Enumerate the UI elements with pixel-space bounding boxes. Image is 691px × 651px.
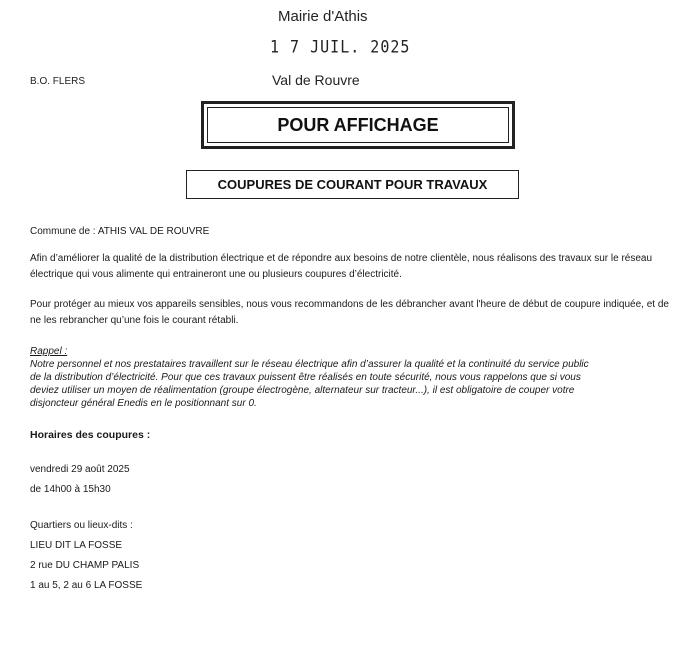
- posting-banner: [201, 101, 515, 149]
- location-item: 1 au 5, 2 au 6 LA FOSSE: [30, 580, 143, 591]
- advice-paragraph: Pour protéger au mieux vos appareils sensibles, nous vous recommandons de les débrancher avant l'heure de début de coupure indiquée, et de ne les rebrancher qu’une fois le courant rétabli.: [30, 299, 669, 326]
- commune-line: Commune de : ATHIS VAL DE ROUVRE: [30, 226, 210, 237]
- stamp-date: 1 7 JUIL. 2025: [270, 37, 411, 57]
- sender-label: B.O. FLERS: [30, 76, 86, 87]
- location-item: 2 rue DU CHAMP PALIS: [30, 560, 140, 571]
- reminder-line: deviez utiliser un moyen de réalimentation (groupe électrogène, alternateur sur tracteur...), il est obligatoire de couper votre: [30, 385, 575, 396]
- posting-banner-text: POUR AFFICHAGE: [207, 107, 509, 143]
- outage-time: de 14h00 à 15h30: [30, 484, 111, 495]
- outage-date: vendredi 29 août 2025: [30, 464, 130, 475]
- reminder-block: [30, 345, 670, 410]
- stamp-commune: Val de Rouvre: [272, 72, 360, 88]
- notice-subject: COUPURES DE COURANT POUR TRAVAUX: [186, 170, 519, 199]
- schedule-title: Horaires des coupures :: [30, 429, 151, 441]
- stamp-mairie: Mairie d'Athis: [278, 8, 368, 25]
- location-item: LIEU DIT LA FOSSE: [30, 540, 123, 551]
- reminder-line: de la distribution d’électricité. Pour que ces travaux puissent être réalisés en toute sécurité, nous vous rappelons que si vous: [30, 372, 581, 383]
- reminder-line: Notre personnel et nos prestataires travaillent sur le réseau électrique afin d’assurer la qualité et la continuité du service public: [30, 359, 589, 370]
- locations-title: Quartiers ou lieux-dits :: [30, 520, 133, 531]
- intro-paragraph: Afin d’améliorer la qualité de la distribution électrique et de répondre aux besoins de notre clientèle, nous réalisons des travaux sur le réseau électrique qui vous alimente qui entraineront une ou plusieurs coupures d’électricité.: [30, 253, 653, 280]
- reminder-title: Rappel :: [30, 346, 68, 357]
- reminder-line: disjoncteur général Enedis en le positionnant sur 0.: [30, 398, 257, 409]
